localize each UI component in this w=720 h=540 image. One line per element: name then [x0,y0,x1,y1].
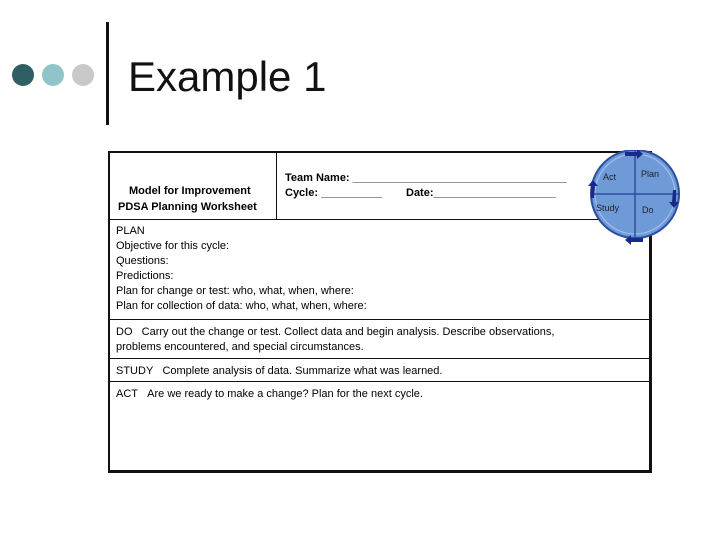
study-section [116,364,442,379]
act-section [116,387,423,402]
cycle-do-label: Do [642,205,654,215]
plan-section [116,224,367,314]
worksheet-title-line1: Model for Improvement [129,185,251,197]
cycle-plan-label: Plan [641,169,660,179]
act-text: Are we ready to make a change? Plan for the next cycle. [147,388,423,400]
plan-divider [110,319,649,320]
do-text-line1: Carry out the change or test. Collect data and begin analysis. Describe observations, [141,326,555,338]
plan-collection: Plan for collection of data: who, what, when, where: [116,300,367,312]
decor-dot-gray [72,64,94,86]
cycle-act-label: Act [603,172,617,182]
plan-questions: Questions: [116,255,169,267]
do-label: DO [116,326,133,338]
study-label: STUDY [116,365,154,377]
study-text: Complete analysis of data. Summarize what was learned. [162,365,443,377]
plan-objective: Objective for this cycle: [116,240,230,252]
worksheet-title-line2: PDSA Planning Worksheet [118,201,257,213]
team-name-field: Team Name: ___________________________________ [285,172,567,184]
pdsa-cycle-diagram [585,150,687,250]
act-label: ACT [116,388,138,400]
decor-dot-dark [12,64,34,86]
title-divider [106,22,109,125]
header-divider [110,219,649,220]
plan-change: Plan for change or test: who, what, when, where: [116,285,354,297]
plan-predictions: Predictions: [116,270,174,282]
study-divider [110,381,649,382]
date-field: Date:____________________ [406,187,556,199]
plan-label: PLAN [116,225,145,237]
do-divider [110,358,649,359]
worksheet-title-box [110,153,277,219]
decor-dot-teal [42,64,64,86]
slide-title: Example 1 [128,53,327,100]
do-section [116,325,554,355]
pdsa-worksheet [108,151,652,473]
do-text-line2: problems encountered, and special circumstances. [116,341,364,353]
cycle-study-label: Study [596,203,620,213]
pdsa-cycle-graphic [585,150,687,250]
cycle-field: Cycle: __________ [285,187,383,199]
